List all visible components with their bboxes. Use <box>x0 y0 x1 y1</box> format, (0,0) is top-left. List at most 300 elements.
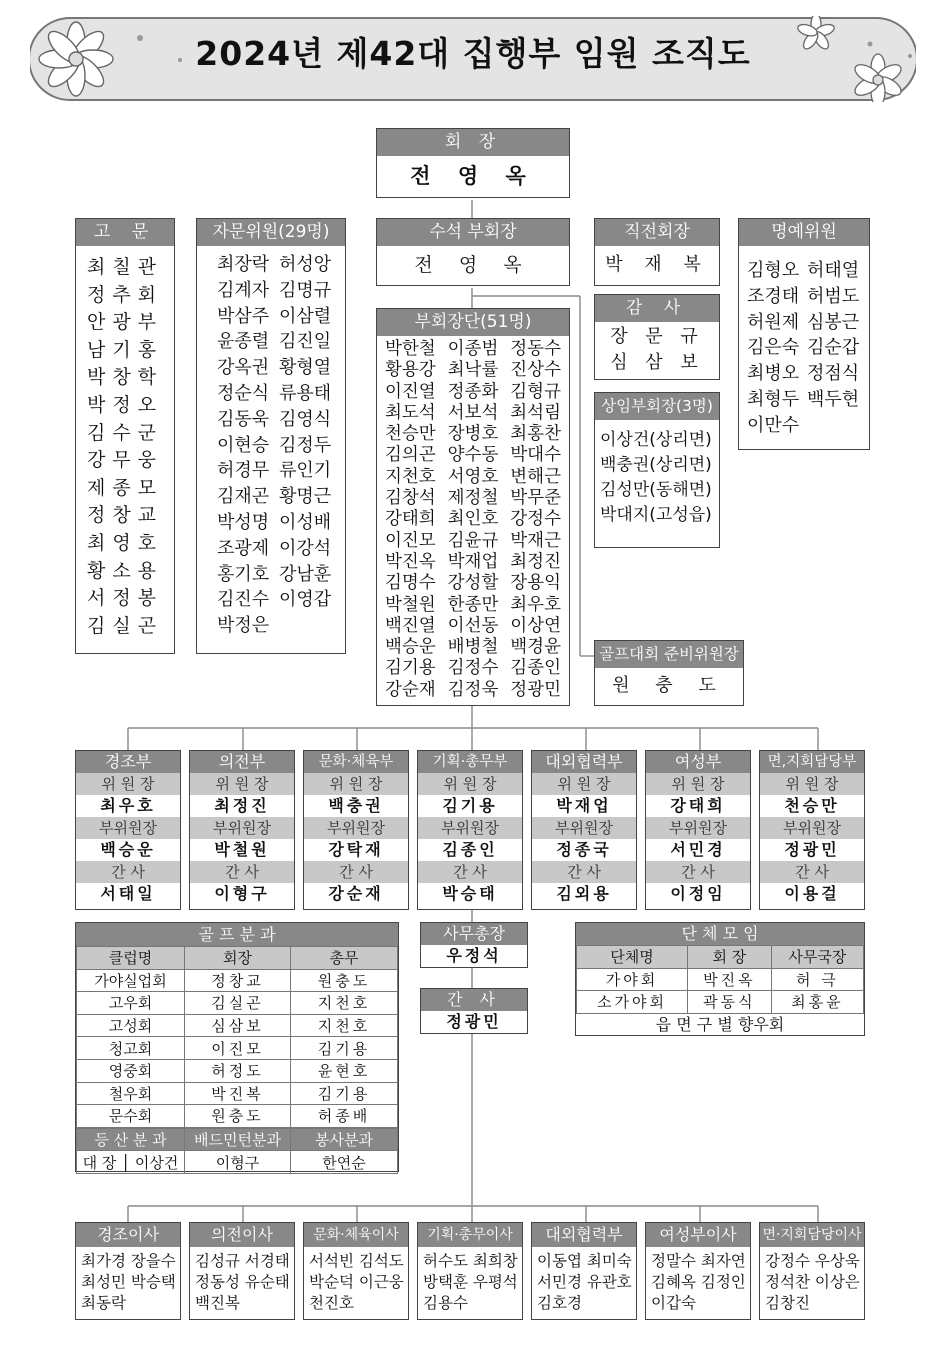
golf-prep-label: 골프대회 준비위원장 <box>595 641 743 668</box>
auditor-name-1: 장 문 규 <box>610 326 704 347</box>
advisor-name: 박창학 <box>86 366 164 389</box>
standing-vp-name: 이상건(상리면) <box>600 430 712 450</box>
vp-name: 정동수 <box>510 339 561 359</box>
honorary-row <box>747 258 869 284</box>
vp-row <box>385 382 569 403</box>
senior-vp-label: 수석 부회장 <box>377 219 569 246</box>
groups-header-row <box>577 946 864 969</box>
vp-name: 박재업 <box>447 551 499 572</box>
vp-row <box>385 509 569 530</box>
consult-name: 황형열 <box>279 357 332 379</box>
vp-row <box>385 339 569 360</box>
secretary-name: 이형구 <box>214 884 270 903</box>
director-box <box>75 1222 181 1320</box>
standing-vp-name: 박대지(고성읍) <box>600 505 712 525</box>
secretary-label: 간 사 <box>304 861 408 883</box>
vp-name: 박진옥 <box>385 551 436 572</box>
vice-name: 김종인 <box>442 840 498 859</box>
golf-club-row <box>77 969 398 992</box>
consult-name: 김계자 <box>217 279 270 301</box>
golf-header: 회장 <box>185 947 291 970</box>
vp-name: 진상수 <box>510 360 561 381</box>
standing-vp-name: 백충권(상리면) <box>600 455 712 475</box>
club-name: 가야실업회 <box>77 969 185 992</box>
director-names <box>190 1247 294 1314</box>
vice-name: 서민경 <box>670 840 726 859</box>
honorary-name: 최병오 <box>747 363 800 385</box>
secretary-name: 김외용 <box>556 884 612 903</box>
director-name-line: 허수도 최희창 <box>423 1252 518 1270</box>
golf-club-row <box>77 1037 398 1060</box>
advisor-name: 정창교 <box>86 504 164 527</box>
vp-name: 서영호 <box>447 466 499 487</box>
vp-name: 백승운 <box>385 637 436 658</box>
senior-vp-name: 전 영 옥 <box>414 254 532 276</box>
advisor-name: 최칠관 <box>86 256 164 278</box>
department-name: 대외협력부 <box>532 751 636 773</box>
hiking-leader-name: 이상건 <box>134 1153 179 1172</box>
honorary-list <box>739 246 869 439</box>
consult-name: 류인기 <box>279 460 332 482</box>
vp-group-list <box>377 336 569 701</box>
vice-label: 부위원장 <box>418 817 522 839</box>
club-manager: 허종배 <box>291 1105 398 1128</box>
consult-row <box>217 407 345 433</box>
vp-name: 박철원 <box>385 594 436 615</box>
group-manager: 허 극 <box>771 968 863 991</box>
department-name: 경조부 <box>76 751 180 773</box>
club-name: 영중회 <box>77 1059 185 1082</box>
vp-name: 이선동 <box>447 615 499 636</box>
vp-name: 제정철 <box>447 488 499 509</box>
club-president: 심삼보 <box>185 1014 291 1037</box>
honorary-row <box>747 413 869 439</box>
consult-name: 허성앙 <box>279 254 332 275</box>
consult-row <box>217 484 345 510</box>
director-name-line: 이갑숙 <box>651 1294 696 1312</box>
director-name-line: 이동엽 최미숙 <box>537 1252 632 1270</box>
consult-row <box>217 329 345 355</box>
group-name: 가야회 <box>577 968 688 991</box>
consult-name: 허경무 <box>217 460 270 482</box>
vp-group-label: 부회장단(51명) <box>377 309 569 336</box>
vp-name: 강순재 <box>385 679 436 700</box>
vp-name: 배병철 <box>447 637 499 658</box>
club-manager: 지천호 <box>291 992 398 1015</box>
consult-row <box>217 304 345 330</box>
vp-name: 김창석 <box>385 488 436 509</box>
group-manager: 최홍윤 <box>771 991 863 1014</box>
consult-name: 최장락 <box>217 254 270 275</box>
secretary-name: 이정임 <box>670 884 726 903</box>
director-names <box>76 1247 180 1314</box>
president-box <box>376 128 570 198</box>
chair-name: 최정진 <box>214 796 270 815</box>
honorary-name <box>807 413 867 439</box>
club-manager: 원충도 <box>291 969 398 992</box>
consult-row <box>217 587 345 613</box>
honorary-name: 허범도 <box>807 285 860 307</box>
groups-label: 단 체 모 임 <box>576 923 864 945</box>
advisors-box <box>75 218 175 654</box>
club-name: 문수회 <box>77 1105 185 1128</box>
vice-label: 부위원장 <box>532 817 636 839</box>
auditor-label: 감 사 <box>595 295 719 322</box>
groups-header: 회 장 <box>688 946 772 969</box>
vp-group-box <box>376 308 570 706</box>
director-title: 대외협력부 <box>532 1223 636 1247</box>
club-name: 고성회 <box>77 1014 185 1037</box>
vp-name: 백경윤 <box>510 637 561 658</box>
consult-name: 강남훈 <box>279 563 332 585</box>
golf-header: 총무 <box>291 947 398 970</box>
advisors-label: 고 문 <box>76 219 174 246</box>
chair-name: 최우호 <box>100 796 156 815</box>
chair-label: 위 원 장 <box>190 773 294 795</box>
groups-box <box>575 922 865 1036</box>
page-title: 2024년 제42대 집행부 임원 조직도 <box>195 34 751 73</box>
vp-name: 강정수 <box>510 509 561 530</box>
secretary-general-name: 우정석 <box>446 946 502 965</box>
department-name: 여성부 <box>646 751 750 773</box>
honorary-name: 김순갑 <box>807 337 860 359</box>
director-title: 의전이사 <box>190 1223 294 1247</box>
vp-name: 최홍찬 <box>510 424 561 445</box>
service-leader: 한연순 <box>291 1151 398 1174</box>
golf-club-row <box>77 1082 398 1105</box>
vp-row <box>385 403 569 424</box>
badminton-label: 배드민턴분과 <box>185 1128 291 1151</box>
vp-name: 강성할 <box>447 573 499 594</box>
director-box <box>759 1222 865 1320</box>
director-name-line: 서민경 유관호 <box>537 1273 632 1291</box>
director-name-line: 김창진 <box>765 1294 810 1312</box>
golf-club-row <box>77 1059 398 1082</box>
consult-box <box>196 218 346 654</box>
director-name-line: 박순덕 이근웅 <box>309 1273 404 1291</box>
consult-name: 강옥권 <box>217 357 270 379</box>
chair-name: 천승만 <box>784 796 840 815</box>
vp-name: 김종인 <box>510 658 561 679</box>
advisor-name: 강무웅 <box>86 449 164 472</box>
club-president: 박진복 <box>185 1082 291 1105</box>
director-title: 기획·총무이사 <box>418 1223 522 1247</box>
director-box <box>189 1222 295 1320</box>
consult-name: 김재곤 <box>217 486 270 508</box>
auditor-box <box>594 294 720 380</box>
director-name-line: 최성민 박승택 <box>81 1273 176 1291</box>
senior-vp-box <box>376 218 570 286</box>
consult-row <box>217 562 345 588</box>
secretary-label: 간 사 <box>76 861 180 883</box>
secretary-name: 정광민 <box>446 1012 502 1031</box>
consult-name: 정순식 <box>217 382 270 404</box>
golf-club-row <box>77 1014 398 1037</box>
consult-row <box>217 510 345 536</box>
advisor-name: 박정오 <box>86 393 164 416</box>
groups-row <box>577 968 864 991</box>
vp-name: 최인호 <box>447 509 499 530</box>
consult-name: 박정은 <box>217 615 270 637</box>
standing-vp-label: 상임부회장(3명) <box>595 393 719 420</box>
consult-row <box>217 355 345 381</box>
consult-name <box>279 613 341 639</box>
vice-name: 백승운 <box>100 840 156 859</box>
chair-name: 강태희 <box>670 796 726 815</box>
advisor-name: 서정봉 <box>86 587 164 610</box>
chair-label: 위 원 장 <box>418 773 522 795</box>
groups-row <box>577 991 864 1014</box>
vp-name: 강태희 <box>385 509 436 530</box>
sub-committee-table <box>76 1128 398 1174</box>
director-name-line: 방택훈 우평석 <box>423 1273 518 1291</box>
consult-name: 박성명 <box>217 511 270 533</box>
vp-row <box>385 467 569 488</box>
standing-vp-box <box>594 392 720 548</box>
chair-name: 백충권 <box>328 796 384 815</box>
club-name: 청고회 <box>77 1037 185 1060</box>
director-names <box>304 1247 408 1314</box>
vp-row <box>385 658 569 679</box>
golf-header: 클럽명 <box>77 947 185 970</box>
advisor-name: 최영호 <box>86 531 164 554</box>
prev-president-label: 직전회장 <box>595 219 719 246</box>
vice-label: 부위원장 <box>76 817 180 839</box>
consult-name: 김동욱 <box>217 408 270 430</box>
vp-name: 박무준 <box>510 488 561 509</box>
groups-table <box>576 945 864 1014</box>
consult-name: 홍기호 <box>217 563 270 585</box>
vp-name: 정광민 <box>510 679 561 700</box>
standing-vp-list <box>595 420 719 528</box>
vp-row <box>385 445 569 466</box>
vp-name: 서보석 <box>447 402 499 423</box>
vp-name: 최도석 <box>385 402 436 423</box>
vp-name: 이진열 <box>385 381 436 402</box>
auditor-name-2: 심 삼 보 <box>610 352 704 373</box>
secretary-label: 간 사 <box>421 989 527 1011</box>
vp-name: 이진모 <box>385 530 436 551</box>
consult-row <box>217 613 345 639</box>
director-box <box>417 1222 523 1320</box>
vp-name: 김윤규 <box>447 530 499 551</box>
golf-prep-box <box>594 640 744 706</box>
secretary-label: 간 사 <box>532 861 636 883</box>
advisor-name: 김수군 <box>86 421 164 444</box>
director-names <box>418 1247 522 1314</box>
vp-name: 천승만 <box>385 424 436 445</box>
vp-name: 변해근 <box>510 466 561 487</box>
club-name: 철우회 <box>77 1082 185 1105</box>
groups-header: 단체명 <box>577 946 688 969</box>
consult-name: 윤종렬 <box>217 331 270 353</box>
department-name: 면,지회담당부 <box>760 751 864 773</box>
golf-club-table <box>76 946 398 1128</box>
secretary-box <box>420 988 528 1034</box>
club-president: 김실곤 <box>185 992 291 1015</box>
secretary-general-box <box>420 922 528 968</box>
vp-name: 이종범 <box>447 339 499 359</box>
director-title: 경조이사 <box>76 1223 180 1247</box>
consult-row <box>217 278 345 304</box>
vp-name: 백진열 <box>385 615 436 636</box>
chair-label: 위 원 장 <box>760 773 864 795</box>
secretary-name: 이용걸 <box>784 884 840 903</box>
vice-name: 정종국 <box>556 840 612 859</box>
golf-committee-box <box>75 922 399 1172</box>
vice-name: 정광민 <box>784 840 840 859</box>
director-name-line: 천진호 <box>309 1294 354 1312</box>
director-title: 면·지회담당이사 <box>760 1223 864 1247</box>
standing-vp-name: 김성만(동해면) <box>600 480 712 500</box>
vp-row <box>385 531 569 552</box>
vp-name: 지천호 <box>385 466 436 487</box>
consult-name: 박삼주 <box>217 305 270 327</box>
vp-name: 한종만 <box>447 594 499 615</box>
director-name-line: 최가경 장을수 <box>81 1252 176 1270</box>
consult-name: 조광제 <box>217 537 270 559</box>
chair-label: 위 원 장 <box>532 773 636 795</box>
honorary-row <box>747 284 869 310</box>
hiking-label: 등 산 분 과 <box>77 1128 185 1151</box>
honorary-box <box>738 218 870 450</box>
advisor-name: 안광부 <box>86 311 164 334</box>
groups-header: 사무국장 <box>771 946 863 969</box>
prev-president-box <box>594 218 720 286</box>
consult-name: 김정두 <box>279 434 332 456</box>
consult-row <box>217 536 345 562</box>
vp-row <box>385 616 569 637</box>
group-name: 소가야회 <box>577 991 688 1014</box>
director-name-line: 정말수 최자연 <box>651 1252 746 1270</box>
golf-prep-name: 원 충 도 <box>612 675 726 696</box>
department-box <box>75 750 181 910</box>
club-president: 이진모 <box>185 1037 291 1060</box>
vp-name: 정종화 <box>447 381 499 402</box>
golf-club-row <box>77 992 398 1015</box>
department-name: 문화·체육부 <box>304 751 408 773</box>
director-name-line: 백진복 <box>195 1294 240 1312</box>
consult-label: 자문위원(29명) <box>197 219 345 246</box>
director-box <box>303 1222 409 1320</box>
badminton-leader: 이형구 <box>185 1151 291 1174</box>
consult-name: 김명규 <box>279 279 332 301</box>
club-president: 허정도 <box>185 1059 291 1082</box>
golf-committee-label: 골 프 분 과 <box>76 923 398 946</box>
director-name-line: 강정수 우상욱 <box>765 1252 860 1270</box>
club-president: 원충도 <box>185 1105 291 1128</box>
honorary-name: 김은숙 <box>747 337 800 359</box>
consult-row <box>217 381 345 407</box>
director-name-line: 서석빈 김석도 <box>309 1252 404 1270</box>
honorary-row <box>747 361 869 387</box>
vp-row <box>385 360 569 381</box>
vp-name: 이상연 <box>510 615 561 636</box>
honorary-row <box>747 310 869 336</box>
consult-name: 이현승 <box>217 434 270 456</box>
club-manager: 김기용 <box>291 1037 398 1060</box>
service-label: 봉사분과 <box>291 1128 398 1151</box>
consult-name: 김영식 <box>279 408 332 430</box>
secretary-name: 서태일 <box>100 884 156 903</box>
club-manager: 김기용 <box>291 1082 398 1105</box>
vp-name: 황용강 <box>385 360 436 381</box>
chair-name: 박재업 <box>556 796 612 815</box>
group-president: 곽동식 <box>688 991 772 1014</box>
secretary-name: 박승태 <box>442 884 498 903</box>
club-name: 고우회 <box>77 992 185 1015</box>
vice-label: 부위원장 <box>760 817 864 839</box>
honorary-name: 심봉근 <box>807 311 860 333</box>
club-president: 정창교 <box>185 969 291 992</box>
vp-row <box>385 637 569 658</box>
honorary-name: 허원제 <box>747 311 800 333</box>
vp-name: 박대수 <box>510 445 561 466</box>
honorary-name: 허태열 <box>807 260 860 281</box>
vp-row <box>385 680 569 701</box>
department-box <box>645 750 751 910</box>
secretary-label: 간 사 <box>418 861 522 883</box>
vp-name: 김정수 <box>447 658 499 679</box>
secretary-label: 간 사 <box>760 861 864 883</box>
director-name-line: 김혜옥 김정인 <box>651 1273 746 1291</box>
consult-name: 이강석 <box>279 537 332 559</box>
director-box <box>531 1222 637 1320</box>
department-box <box>417 750 523 910</box>
prev-president-name: 박 재 복 <box>605 254 709 275</box>
advisor-name: 황소용 <box>86 559 164 582</box>
vp-row <box>385 552 569 573</box>
golf-header-row <box>77 947 398 970</box>
golf-club-row <box>77 1105 398 1128</box>
club-manager: 윤현호 <box>291 1059 398 1082</box>
vp-name: 김형규 <box>510 381 561 402</box>
department-box <box>759 750 865 910</box>
consult-name: 김진수 <box>217 589 270 611</box>
honorary-label: 명예위원 <box>739 219 869 246</box>
director-title: 문화·체육이사 <box>304 1223 408 1247</box>
advisors-list <box>76 246 174 640</box>
department-box <box>189 750 295 910</box>
consult-row <box>217 252 345 278</box>
secretary-label: 간 사 <box>646 861 750 883</box>
consult-list <box>197 246 345 639</box>
director-name-line: 김호경 <box>537 1294 582 1312</box>
advisor-name: 정추회 <box>86 283 164 306</box>
vice-label: 부위원장 <box>304 817 408 839</box>
vp-name: 박한철 <box>385 339 436 359</box>
honorary-row <box>747 387 869 413</box>
director-name-line: 정동성 유순태 <box>195 1273 290 1291</box>
group-president: 박진옥 <box>688 968 772 991</box>
consult-row <box>217 458 345 484</box>
secretary-name: 강순재 <box>328 884 384 903</box>
honorary-row <box>747 335 869 361</box>
club-manager: 지천호 <box>291 1014 398 1037</box>
department-name: 의전부 <box>190 751 294 773</box>
president-name: 전 영 옥 <box>410 164 536 188</box>
honorary-name: 김형오 <box>747 260 800 281</box>
vp-name: 장용익 <box>510 573 561 594</box>
vice-label: 부위원장 <box>646 817 750 839</box>
director-names <box>646 1247 750 1314</box>
vp-row <box>385 424 569 445</box>
vp-row <box>385 595 569 616</box>
secretary-label: 간 사 <box>190 861 294 883</box>
advisor-name: 김실곤 <box>86 614 164 637</box>
honorary-name: 정점식 <box>807 363 860 385</box>
consult-name: 류용태 <box>279 382 332 404</box>
